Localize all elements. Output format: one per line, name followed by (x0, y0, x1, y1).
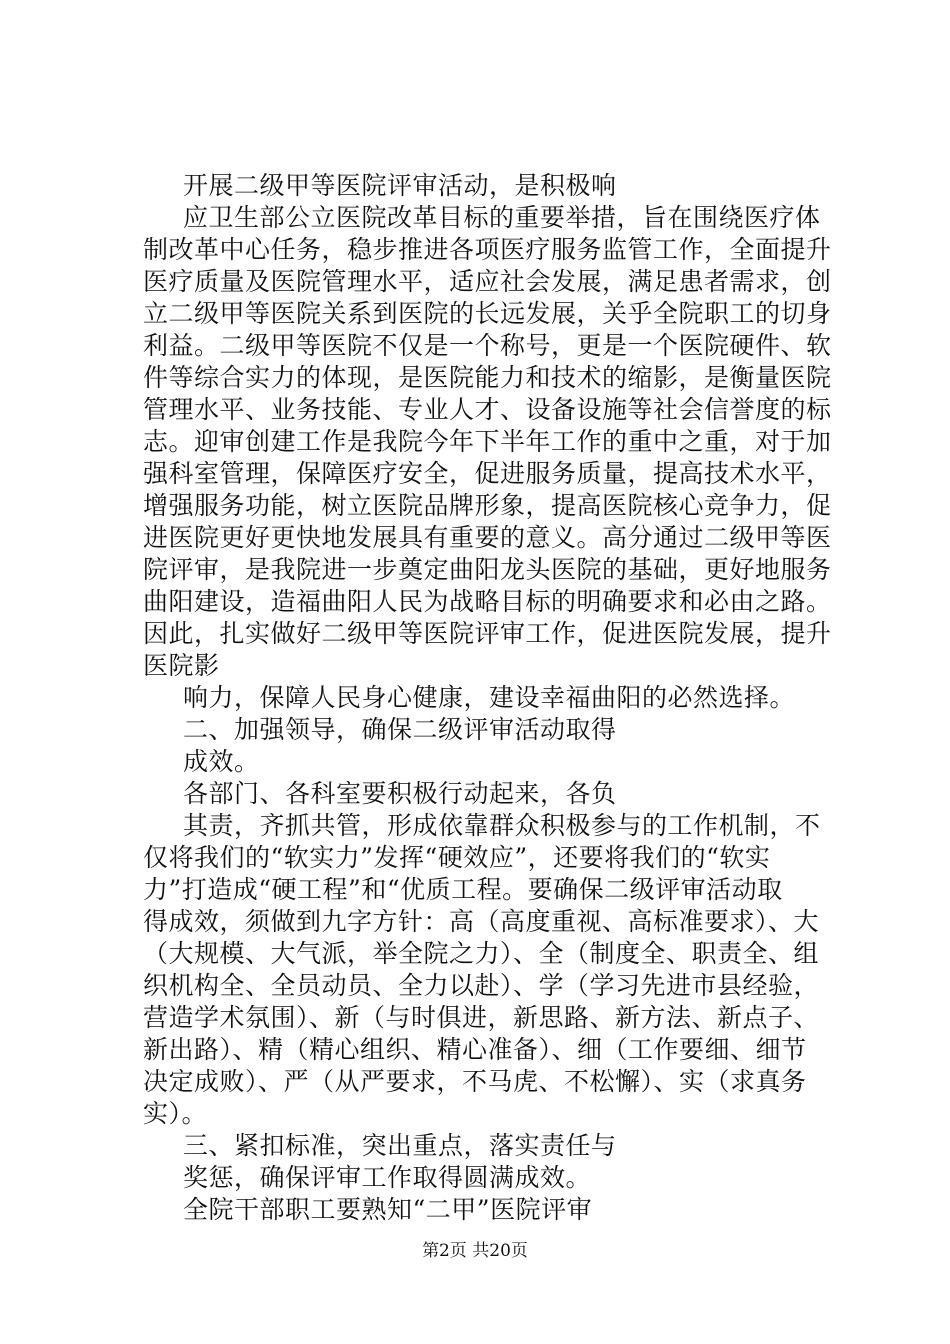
text-line: 增强服务功能，树立医院品牌形象，提高医院核心竞争力，促 (143, 491, 832, 520)
text-line: 件等综合实力的体现，是医院能力和技术的缩影，是衡量医院 (143, 363, 832, 392)
text-line: 得成效，须做到九字方针：高（高度重视、高标准要求）、大 (143, 907, 820, 936)
text-line: 医疗质量及医院管理水平，适应社会发展，满足患者需求，创 (143, 267, 832, 296)
text-line: 成效。 (183, 747, 260, 776)
text-line: 营造学术氛围）、新（与时俱进，新思路、新方法、新点子、 (143, 1003, 820, 1032)
text-line: 管理水平、业务技能、专业人才、设备设施等社会信誉度的标 (143, 395, 832, 424)
text-line: 开展二级甲等医院评审活动，是积极响 (183, 171, 617, 200)
text-line: 进医院更好更快地发展具有重要的意义。高分通过二级甲等医 (143, 523, 832, 552)
text-line: 其责，齐抓共管，形成依靠群众积极参与的工作机制，不 (183, 811, 821, 840)
text-line: 强科室管理，保障医疗安全，促进服务质量，提高技术水平， (143, 459, 832, 488)
text-line: 全院干部职工要熟知“二甲”医院评审 (183, 1195, 593, 1224)
text-line: 利益。二级甲等医院不仅是一个称号，更是一个医院硬件、软 (143, 331, 832, 360)
text-line: 响力，保障人民身心健康，建设幸福曲阳的必然选择。 (183, 683, 796, 712)
text-line: 力”打造成“硬工程”和“优质工程。要确保二级评审活动取 (143, 875, 783, 904)
text-line: 院评审，是我院进一步奠定曲阳龙头医院的基础，更好地服务 (143, 555, 832, 584)
text-line: 立二级甲等医院关系到医院的长远发展，关乎全院职工的切身 (143, 299, 832, 328)
text-line: 因此，扎实做好二级甲等医院评审工作，促进医院发展，提升 (143, 619, 832, 648)
text-line: 各部门、各科室要积极行动起来，各负 (183, 779, 617, 808)
document-body (143, 170, 843, 1226)
text-line: 志。迎审创建工作是我院今年下半年工作的重中之重，对于加 (143, 427, 832, 456)
text-line: 决定成败）、严（从严要求，不马虎、不松懈）、实（求真务 (143, 1067, 807, 1096)
text-line: 三、紧扣标准，突出重点，落实责任与 (183, 1131, 617, 1160)
text-line: 仅将我们的“软实力”发挥“硬效应”，还要将我们的“软实 (143, 843, 771, 872)
text-line: 制改革中心任务，稳步推进各项医疗服务监管工作，全面提升 (143, 235, 832, 264)
text-line: 应卫生部公立医院改革目标的重要举措，旨在围绕医疗体 (183, 203, 821, 232)
text-line: 织机构全、全员动员、全力以赴）、学（学习先进市县经验， (143, 971, 820, 1000)
page-footer: 第2页 共20页 (422, 1241, 528, 1261)
text-line: 医院影 (143, 651, 220, 680)
text-line: （大规模、大气派，举全院之力）、全（制度全、职责全、组 (143, 939, 820, 968)
text-line: 实）。 (143, 1099, 208, 1128)
text-line: 新出路）、精（精心组织、精心准备）、细（工作要细、细节 (143, 1035, 807, 1064)
text-line: 奖惩，确保评审工作取得圆满成效。 (183, 1163, 592, 1192)
text-line: 曲阳建设，造福曲阳人民为战略目标的明确要求和必由之路。 (143, 587, 832, 616)
text-line: 二、加强领导，确保二级评审活动取得 (183, 715, 617, 744)
